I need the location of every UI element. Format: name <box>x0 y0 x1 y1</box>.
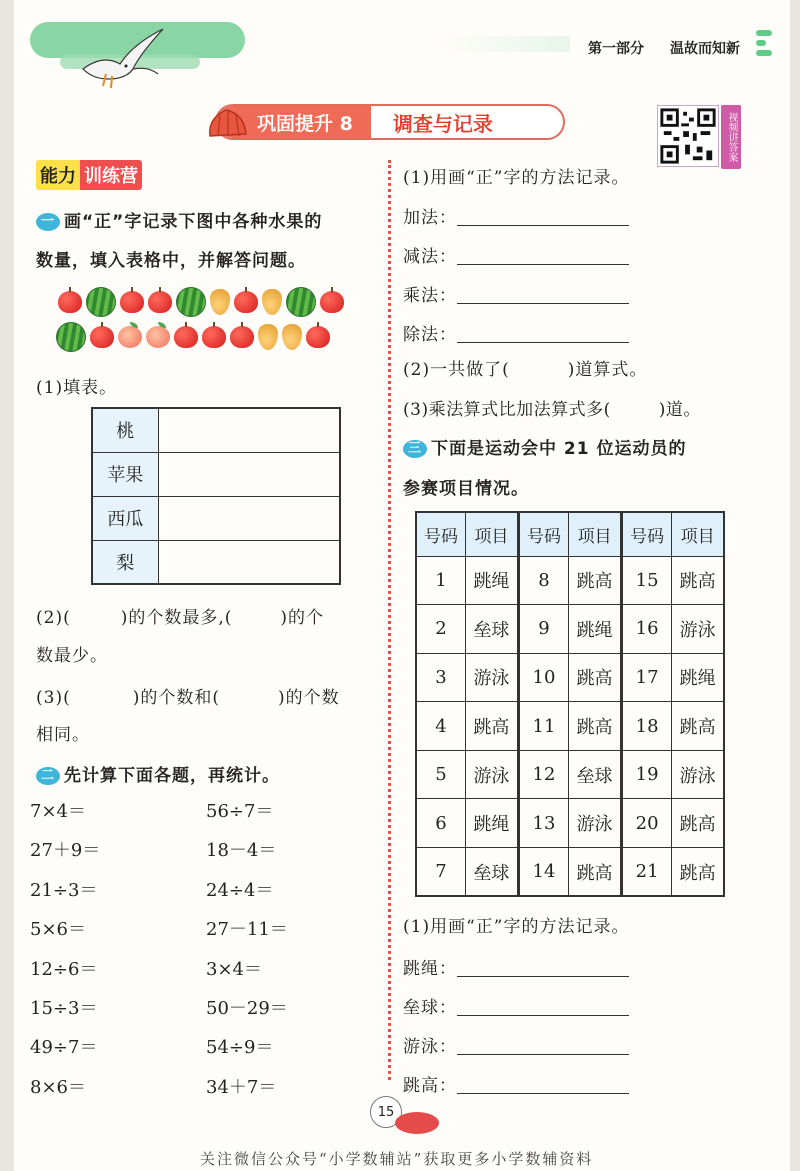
record-label: 乘法： <box>403 286 457 306</box>
column-header: 号码 <box>518 512 568 556</box>
athlete-event: 游泳 <box>465 750 518 799</box>
q1-sub2-line2: 数最少。 <box>36 646 108 666</box>
athlete-number: 9 <box>518 605 568 654</box>
calc-problem[interactable]: 56÷7＝ <box>206 801 274 822</box>
q1-sub3-part-c: )的个数 <box>277 688 340 708</box>
athlete-number: 8 <box>518 556 568 605</box>
calc-problem[interactable]: 50－29＝ <box>206 998 288 1019</box>
athlete-number: 17 <box>622 653 672 702</box>
athlete-number: 20 <box>622 799 672 848</box>
athlete-event: 游泳 <box>465 653 518 702</box>
record-row <box>403 203 629 228</box>
q1-sub3-part-a: (3)( <box>36 688 71 708</box>
q1-title-text: 画“正”字记录下图中各种水果的 <box>64 212 323 232</box>
q3-title-text: 下面是运动会中 21 位运动员的 <box>431 439 687 459</box>
answer-line[interactable] <box>457 325 629 343</box>
calc-problem[interactable]: 7×4＝ <box>30 801 86 822</box>
athlete-number: 6 <box>416 799 465 848</box>
record-row <box>403 1032 629 1057</box>
q3-title-line1 <box>403 434 687 459</box>
athlete-number: 11 <box>518 702 568 751</box>
fruit-row-2 <box>56 322 330 352</box>
athlete-event: 跳绳 <box>465 556 518 605</box>
athlete-number: 5 <box>416 750 465 799</box>
calc-problem[interactable]: 21÷3＝ <box>30 879 98 901</box>
athlete-event: 跳高 <box>465 702 518 751</box>
q2-sub2 <box>403 355 647 380</box>
apple-icon <box>148 291 172 313</box>
athlete-event: 跳高 <box>569 556 622 605</box>
athlete-event: 跳高 <box>569 848 622 897</box>
calc-problem[interactable]: 54÷9＝ <box>206 1037 274 1059</box>
q1-sub3-line2: 相同。 <box>36 725 90 745</box>
athlete-event: 垒球 <box>465 605 518 654</box>
athlete-number: 12 <box>518 750 568 799</box>
table-row <box>92 496 340 540</box>
record-label: 游泳： <box>403 1037 457 1057</box>
header-labels <box>588 28 740 68</box>
peach-icon <box>146 326 170 348</box>
seagull-icon <box>78 24 168 94</box>
apple-icon <box>90 326 114 348</box>
q1-title-line1 <box>36 207 322 232</box>
calc-problem[interactable]: 3×4＝ <box>206 958 262 980</box>
athlete-number: 21 <box>622 848 672 897</box>
melon-icon <box>286 287 316 317</box>
banner-lesson: 巩固提升 8 <box>217 106 371 138</box>
melon-icon <box>86 287 116 317</box>
q1-sub2-part-a: (2)( <box>36 608 71 628</box>
apple-icon <box>174 326 198 348</box>
athlete-event: 跳高 <box>672 848 724 897</box>
apple-icon <box>120 291 144 313</box>
calc-problem[interactable]: 27－11＝ <box>206 919 288 941</box>
melon-icon <box>176 287 206 317</box>
calc-problem[interactable]: 34＋7＝ <box>206 1076 277 1098</box>
header-deco <box>756 30 772 64</box>
q2-sub3 <box>403 395 701 420</box>
q1-title-line2: 数量，填入表格中，并解答问题。 <box>36 251 306 271</box>
athlete-number: 7 <box>416 848 465 897</box>
record-label: 除法： <box>403 325 457 345</box>
record-row <box>403 993 629 1018</box>
badge-camp: 训练营 <box>80 160 142 190</box>
q2-sub1: (1)用画“正”字的方法记录。 <box>403 168 630 188</box>
table-row <box>416 556 724 605</box>
answer-line[interactable] <box>457 286 629 304</box>
apple-icon <box>202 326 226 348</box>
header-fade <box>440 36 570 52</box>
athlete-event: 跳高 <box>672 799 724 848</box>
answer-line[interactable] <box>457 208 629 226</box>
fruit-row-1 <box>58 287 344 317</box>
table-row <box>416 702 724 751</box>
q2-sub2-part-b: )道算式。 <box>567 360 648 380</box>
fruit-label: 西瓜 <box>92 496 158 540</box>
q1-sub3-line1 <box>36 683 340 708</box>
header-part: 第一部分 <box>588 41 644 57</box>
athlete-event: 游泳 <box>569 799 622 848</box>
athlete-event: 跳高 <box>672 556 724 605</box>
table-row <box>416 799 724 848</box>
calc-problem[interactable]: 12÷6＝ <box>30 958 98 980</box>
pear-icon <box>258 324 278 350</box>
calc-problem[interactable]: 8×6＝ <box>30 1076 86 1098</box>
athlete-number: 13 <box>518 799 568 848</box>
record-label: 跳高： <box>403 1076 457 1096</box>
apple-icon <box>306 326 330 348</box>
q1-sub2-part-c: )的个 <box>280 608 325 628</box>
record-row <box>403 281 629 306</box>
q1-sub2-part-b: )的个数最多,( <box>120 608 233 628</box>
record-row <box>403 320 629 345</box>
table-row <box>416 653 724 702</box>
athlete-event: 跳绳 <box>672 653 724 702</box>
tally-cell[interactable] <box>158 408 340 452</box>
athlete-number: 14 <box>518 848 568 897</box>
record-row <box>403 242 629 267</box>
table-row <box>92 452 340 496</box>
calc-problem[interactable]: 27＋9＝ <box>30 840 101 862</box>
athlete-event: 垒球 <box>569 750 622 799</box>
section-badge <box>36 160 142 190</box>
answer-line[interactable] <box>457 998 629 1016</box>
record-label: 减法： <box>403 247 457 267</box>
athlete-event: 跳高 <box>569 653 622 702</box>
record-label: 跳绳： <box>403 959 457 979</box>
tally-cell[interactable] <box>158 496 340 540</box>
calc-problem[interactable]: 49÷7＝ <box>30 1037 98 1059</box>
footer-note: 关注微信公众号“小学数辅站”获取更多小学数辅资料 <box>200 1150 594 1168</box>
column-header: 项目 <box>672 512 724 556</box>
table-row <box>416 848 724 897</box>
record-label: 加法： <box>403 208 457 228</box>
answer-line[interactable] <box>457 247 629 265</box>
record-label: 垒球： <box>403 998 457 1018</box>
calc-problem[interactable]: 15÷3＝ <box>30 998 98 1019</box>
tally-cell[interactable] <box>158 540 340 584</box>
q3-number-badge: 三 <box>403 440 427 458</box>
q3-title-line2: 参赛项目情况。 <box>403 479 529 499</box>
fruit-label: 苹果 <box>92 452 158 496</box>
q2-title-text: 先计算下面各题，再统计。 <box>64 766 280 786</box>
q2-number-badge: 二 <box>36 767 60 785</box>
athlete-number: 19 <box>622 750 672 799</box>
athlete-number: 16 <box>622 605 672 654</box>
submarine-icon <box>395 1112 439 1134</box>
peach-icon <box>118 326 142 348</box>
page-number: 15 <box>370 1096 402 1128</box>
q2-sub2-part-a: (2)一共做了( <box>403 360 510 380</box>
athlete-number: 4 <box>416 702 465 751</box>
athlete-event: 游泳 <box>672 605 724 654</box>
column-header: 号码 <box>416 512 465 556</box>
q1-number-badge: 一 <box>36 213 60 231</box>
fruit-label: 桃 <box>92 408 158 452</box>
column-divider <box>388 160 391 1080</box>
q1-sub2-line1 <box>36 603 324 628</box>
fruit-label: 梨 <box>92 540 158 584</box>
fruit-tally-table <box>91 407 341 585</box>
athlete-number: 15 <box>622 556 672 605</box>
athlete-number: 1 <box>416 556 465 605</box>
shell-icon <box>206 106 250 140</box>
qr-code-icon <box>657 105 719 167</box>
athlete-number: 10 <box>518 653 568 702</box>
apple-icon <box>230 326 254 348</box>
badge-ability: 能力 <box>36 160 80 190</box>
q3-sub1: (1)用画“正”字的方法记录。 <box>403 917 630 937</box>
q1-sub1: (1)填表。 <box>36 378 118 398</box>
answer-line[interactable] <box>457 959 629 977</box>
pear-icon <box>282 324 302 350</box>
header-section: 温故而知新 <box>670 41 740 57</box>
athlete-events-table <box>415 511 725 897</box>
table-row <box>416 605 724 654</box>
athlete-event: 游泳 <box>672 750 724 799</box>
record-row <box>403 954 629 979</box>
q2-sub3-part-b: )道。 <box>658 400 701 420</box>
qr-label: 视频讲答案 <box>721 105 741 169</box>
calc-problem[interactable]: 24÷4＝ <box>206 879 274 901</box>
tally-cell[interactable] <box>158 452 340 496</box>
athlete-event: 跳高 <box>672 702 724 751</box>
answer-line[interactable] <box>457 1076 629 1094</box>
table-row <box>92 540 340 584</box>
calc-problem[interactable]: 5×6＝ <box>30 919 86 941</box>
table-row <box>416 750 724 799</box>
q1-sub3-part-b: )的个数和( <box>132 688 220 708</box>
athlete-number: 18 <box>622 702 672 751</box>
pear-icon <box>262 289 282 315</box>
athlete-number: 2 <box>416 605 465 654</box>
answer-line[interactable] <box>457 1037 629 1055</box>
column-header: 项目 <box>465 512 518 556</box>
calc-problem[interactable]: 18－4＝ <box>206 840 277 862</box>
title-banner <box>215 104 565 140</box>
athlete-number: 3 <box>416 653 465 702</box>
athlete-event: 垒球 <box>465 848 518 897</box>
column-header: 号码 <box>622 512 672 556</box>
apple-icon <box>234 291 258 313</box>
table-row <box>92 408 340 452</box>
athlete-event: 跳绳 <box>465 799 518 848</box>
banner-topic: 调查与记录 <box>392 111 493 136</box>
q2-title <box>36 761 280 786</box>
column-header: 项目 <box>569 512 622 556</box>
athlete-event: 跳绳 <box>569 605 622 654</box>
pear-icon <box>210 289 230 315</box>
apple-icon <box>320 291 344 313</box>
athlete-event: 跳高 <box>569 702 622 751</box>
record-row <box>403 1071 629 1096</box>
apple-icon <box>58 291 82 313</box>
q2-sub3-part-a: (3)乘法算式比加法算式多( <box>403 400 611 420</box>
melon-icon <box>56 322 86 352</box>
